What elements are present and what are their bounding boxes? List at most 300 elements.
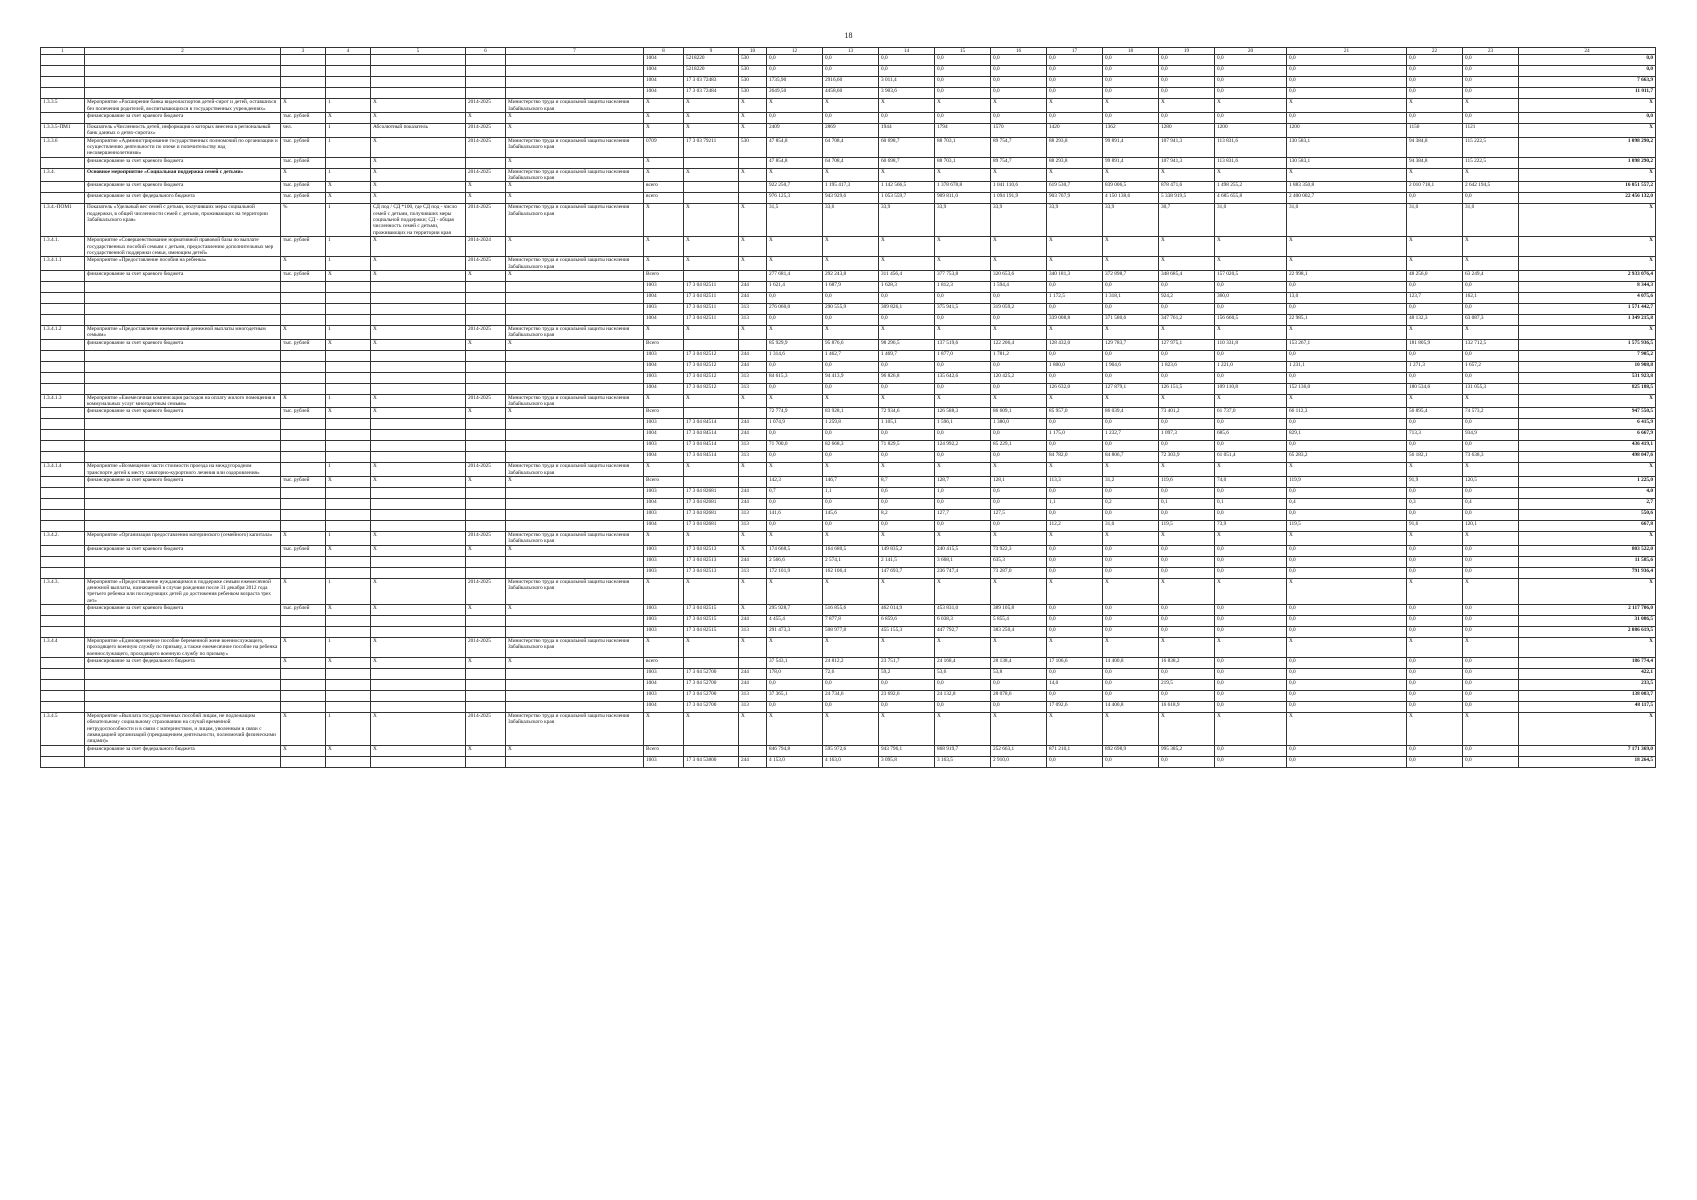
cell-col-7 bbox=[506, 556, 644, 567]
cell-col-14: 1944 bbox=[879, 124, 935, 138]
cell-col-10 bbox=[739, 182, 767, 193]
cell-col-19: Х bbox=[1159, 394, 1215, 408]
cell-col-22: 1 271,3 bbox=[1407, 361, 1463, 372]
cell-col-17: 0,0 bbox=[1047, 556, 1103, 567]
cell-col-21: 0,0 bbox=[1287, 756, 1407, 767]
cell-col-4 bbox=[326, 669, 371, 680]
cell-col-12: Х bbox=[767, 713, 823, 746]
cell-col-18: 1 232,7 bbox=[1103, 430, 1159, 441]
cell-col-12: 0,0 bbox=[767, 430, 823, 441]
cell-col-17: 0,0 bbox=[1047, 691, 1103, 702]
cell-col-2: Мероприятие «Возмещение части стоимости проезда на междугородном транспорте детей к месту санаторно-курортного лечения или оздоровления» bbox=[85, 463, 281, 477]
cell-col-24: 16 051 557,2 bbox=[1519, 182, 1656, 193]
cell-col-22: 0,0 bbox=[1407, 567, 1463, 578]
cell-col-1 bbox=[41, 88, 85, 99]
cell-col-24: Х bbox=[1519, 638, 1656, 658]
cell-col-21: 130 583,1 bbox=[1287, 137, 1407, 157]
cell-col-14: Х bbox=[879, 394, 935, 408]
cell-col-14: 0,0 bbox=[879, 452, 935, 463]
cell-col-17: 0,0 bbox=[1047, 66, 1103, 77]
cell-col-13: 1 687,9 bbox=[823, 281, 879, 292]
cell-col-5 bbox=[371, 77, 466, 88]
cell-col-24: 0,0 bbox=[1519, 113, 1656, 124]
cell-col-4 bbox=[326, 314, 371, 325]
cell-col-9: 17 3 04 82515 bbox=[684, 616, 739, 627]
cell-col-17: 14,0 bbox=[1047, 680, 1103, 691]
cell-col-23: 131 055,3 bbox=[1463, 383, 1519, 394]
cell-col-10: Х bbox=[739, 257, 767, 271]
cell-col-13: Х bbox=[823, 531, 879, 545]
cell-col-15: 909 811,0 bbox=[935, 193, 991, 204]
cell-col-4 bbox=[326, 383, 371, 394]
cell-col-16: Х bbox=[991, 257, 1047, 271]
cell-col-17: 0,0 bbox=[1047, 669, 1103, 680]
cell-col-13: 146,7 bbox=[823, 476, 879, 487]
cell-col-9: 17 3 04 82513 bbox=[684, 545, 739, 556]
cell-col-6 bbox=[466, 314, 506, 325]
cell-col-14: 3 011,4 bbox=[879, 77, 935, 88]
cell-col-22: 0,0 bbox=[1407, 627, 1463, 638]
cell-col-1 bbox=[41, 281, 85, 292]
cell-col-4 bbox=[326, 567, 371, 578]
cell-col-7 bbox=[506, 680, 644, 691]
cell-col-3: Х bbox=[281, 745, 326, 756]
cell-col-23: 0,0 bbox=[1463, 113, 1519, 124]
cell-col-7 bbox=[506, 55, 644, 66]
cell-col-17: Х bbox=[1047, 325, 1103, 339]
cell-col-22: Х bbox=[1407, 99, 1463, 113]
cell-col-20: 0,0 bbox=[1215, 627, 1287, 638]
cell-col-21: 0,0 bbox=[1287, 616, 1407, 627]
cell-col-14: 1 053 559,7 bbox=[879, 193, 935, 204]
cell-col-1 bbox=[41, 487, 85, 498]
cell-col-5 bbox=[371, 303, 466, 314]
cell-col-12: 0,0 bbox=[767, 113, 823, 124]
cell-col-4: 1 bbox=[326, 137, 371, 157]
cell-col-19: 0,0 bbox=[1159, 691, 1215, 702]
cell-col-23: Х bbox=[1463, 638, 1519, 658]
cell-col-10: Х bbox=[739, 394, 767, 408]
cell-col-23: 115 222,5 bbox=[1463, 157, 1519, 168]
cell-col-10: Х bbox=[739, 124, 767, 138]
cell-col-8: Всего bbox=[644, 408, 684, 419]
cell-col-2 bbox=[85, 616, 281, 627]
cell-col-12: 2 566,6 bbox=[767, 556, 823, 567]
cell-col-12: 0,0 bbox=[767, 498, 823, 509]
cell-col-4: 1 bbox=[326, 237, 371, 257]
cell-col-3: тыс. рублей bbox=[281, 237, 326, 257]
cell-col-2: Мероприятие «Ежемесячная компенсация расходов на оплату жилого помещения и коммунальных услуг многодетным семьям» bbox=[85, 394, 281, 408]
cell-col-24: 791 936,4 bbox=[1519, 567, 1656, 578]
cell-col-18: Х bbox=[1103, 325, 1159, 339]
cell-col-14: Х bbox=[879, 168, 935, 182]
cell-col-12: 71 700,0 bbox=[767, 441, 823, 452]
cell-col-15: Х bbox=[935, 168, 991, 182]
cell-col-4 bbox=[326, 616, 371, 627]
cell-col-8: 1003 bbox=[644, 281, 684, 292]
cell-col-3 bbox=[281, 452, 326, 463]
cell-col-6 bbox=[466, 702, 506, 713]
cell-col-12: 0,0 bbox=[767, 66, 823, 77]
cell-col-19: 73 401,2 bbox=[1159, 408, 1215, 419]
cell-col-14: 0,0 bbox=[879, 383, 935, 394]
cell-col-18: Х bbox=[1103, 394, 1159, 408]
cell-col-6: 2014-2025 bbox=[466, 531, 506, 545]
cell-col-14: 149 835,2 bbox=[879, 545, 935, 556]
cell-col-14: 309 826,1 bbox=[879, 303, 935, 314]
table-row bbox=[41, 55, 1656, 66]
cell-col-19: 0,0 bbox=[1159, 605, 1215, 616]
cell-col-16: 0,6 bbox=[991, 487, 1047, 498]
cell-col-23: 0,0 bbox=[1463, 281, 1519, 292]
cell-col-5: Х bbox=[371, 713, 466, 746]
cell-col-24: 803 522,0 bbox=[1519, 545, 1656, 556]
cell-col-8: 1003 bbox=[644, 567, 684, 578]
cell-col-18: 1 318,1 bbox=[1103, 292, 1159, 303]
cell-col-19: 219,5 bbox=[1159, 680, 1215, 691]
cell-col-5: Х bbox=[371, 745, 466, 756]
cell-col-5 bbox=[371, 616, 466, 627]
cell-col-24: 4,0 bbox=[1519, 487, 1656, 498]
cell-col-13: Х bbox=[823, 237, 879, 257]
cell-col-20: 0,0 bbox=[1215, 372, 1287, 383]
cell-col-4 bbox=[326, 77, 371, 88]
cell-col-8: 1003 bbox=[644, 545, 684, 556]
cell-col-15: 124 992,2 bbox=[935, 441, 991, 452]
cell-col-23: 73 638,3 bbox=[1463, 452, 1519, 463]
cell-col-10: 244 bbox=[739, 556, 767, 567]
cell-col-15: 88 703,1 bbox=[935, 137, 991, 157]
cell-col-12: 0,0 bbox=[767, 680, 823, 691]
cell-col-9 bbox=[684, 745, 739, 756]
cell-col-10: 313 bbox=[739, 383, 767, 394]
cell-col-8: 1004 bbox=[644, 383, 684, 394]
cell-col-1 bbox=[41, 669, 85, 680]
column-number-20: 20 bbox=[1215, 48, 1287, 55]
cell-col-23: 0,0 bbox=[1463, 669, 1519, 680]
cell-col-3 bbox=[281, 314, 326, 325]
cell-col-4 bbox=[326, 680, 371, 691]
cell-col-13: 145,6 bbox=[823, 509, 879, 520]
cell-col-14: 23 692,6 bbox=[879, 691, 935, 702]
cell-col-8: Х bbox=[644, 463, 684, 477]
cell-col-17: 88 293,8 bbox=[1047, 137, 1103, 157]
cell-col-14: 0,0 bbox=[879, 498, 935, 509]
cell-col-6: 2014-2025 bbox=[466, 257, 506, 271]
cell-col-5: Х bbox=[371, 270, 466, 281]
cell-col-19: 1 823,6 bbox=[1159, 361, 1215, 372]
cell-col-6 bbox=[466, 627, 506, 638]
cell-col-6: 2014-2025 bbox=[466, 325, 506, 339]
cell-col-5: Х bbox=[371, 408, 466, 419]
cell-col-3 bbox=[281, 691, 326, 702]
cell-col-19: 924,2 bbox=[1159, 292, 1215, 303]
cell-col-20: 0,0 bbox=[1215, 545, 1287, 556]
cell-col-10 bbox=[739, 658, 767, 669]
cell-col-1 bbox=[41, 372, 85, 383]
cell-col-23: 1121 bbox=[1463, 124, 1519, 138]
cell-col-9 bbox=[684, 658, 739, 669]
cell-col-10: 244 bbox=[739, 498, 767, 509]
cell-col-17: 1,1 bbox=[1047, 498, 1103, 509]
cell-col-1 bbox=[41, 567, 85, 578]
cell-col-10: 313 bbox=[739, 627, 767, 638]
cell-col-12: 47 854,8 bbox=[767, 137, 823, 157]
cell-col-4: Х bbox=[326, 182, 371, 193]
cell-col-16: Х bbox=[991, 168, 1047, 182]
cell-col-14: Х bbox=[879, 713, 935, 746]
cell-col-13: 162 106,4 bbox=[823, 567, 879, 578]
cell-col-2 bbox=[85, 567, 281, 578]
cell-col-7: Министерство труда и социальной защиты населения Забайкальского края bbox=[506, 204, 644, 237]
cell-col-12: 276 060,0 bbox=[767, 303, 823, 314]
cell-col-10 bbox=[739, 193, 767, 204]
cell-col-5 bbox=[371, 452, 466, 463]
cell-col-4 bbox=[326, 419, 371, 430]
cell-col-8: 1003 bbox=[644, 487, 684, 498]
cell-col-8: Х bbox=[644, 638, 684, 658]
cell-col-3 bbox=[281, 292, 326, 303]
cell-col-9: Х bbox=[684, 463, 739, 477]
cell-col-20: Х bbox=[1215, 325, 1287, 339]
cell-col-18: 0,0 bbox=[1103, 77, 1159, 88]
table-row bbox=[41, 168, 1656, 182]
cell-col-23: 0,0 bbox=[1463, 756, 1519, 767]
cell-col-21: Х bbox=[1287, 99, 1407, 113]
cell-col-15: 128,7 bbox=[935, 476, 991, 487]
cell-col-18: 0,0 bbox=[1103, 567, 1159, 578]
cell-col-9: 5218220 bbox=[684, 66, 739, 77]
cell-col-15: Х bbox=[935, 531, 991, 545]
cell-col-1 bbox=[41, 408, 85, 419]
cell-col-12: 0,0 bbox=[767, 452, 823, 463]
cell-col-17: Х bbox=[1047, 463, 1103, 477]
cell-col-15: 24 132,8 bbox=[935, 691, 991, 702]
cell-col-1 bbox=[41, 616, 85, 627]
cell-col-5: Х bbox=[371, 325, 466, 339]
cell-col-2: Показатель «Численность детей, информация о которых внесена в региональный банк данных о детях-сиротах» bbox=[85, 124, 281, 138]
cell-col-18: 372 898,7 bbox=[1103, 270, 1159, 281]
cell-col-4 bbox=[326, 452, 371, 463]
cell-col-18: 0,0 bbox=[1103, 509, 1159, 520]
cell-col-20: 61 737,0 bbox=[1215, 408, 1287, 419]
cell-col-24: 6 415,9 bbox=[1519, 419, 1656, 430]
cell-col-23: 0,0 bbox=[1463, 303, 1519, 314]
cell-col-1 bbox=[41, 452, 85, 463]
cell-col-23: 0,0 bbox=[1463, 616, 1519, 627]
page-number: 18 bbox=[844, 31, 853, 40]
cell-col-4 bbox=[326, 520, 371, 531]
table-row bbox=[41, 463, 1656, 477]
cell-col-20: 1200 bbox=[1215, 124, 1287, 138]
cell-col-12: 922 250,7 bbox=[767, 182, 823, 193]
cell-col-8: 1003 bbox=[644, 350, 684, 361]
cell-col-13: Х bbox=[823, 463, 879, 477]
cell-col-1: 1.3.4.1.1 bbox=[41, 257, 85, 271]
cell-col-15: 447 792,7 bbox=[935, 627, 991, 638]
cell-col-5: Х bbox=[371, 157, 466, 168]
cell-col-17: Х bbox=[1047, 237, 1103, 257]
cell-col-3 bbox=[281, 498, 326, 509]
cell-col-20: 0,0 bbox=[1215, 55, 1287, 66]
cell-col-16: 635,3 bbox=[991, 556, 1047, 567]
cell-col-10: 313 bbox=[739, 303, 767, 314]
cell-col-10: 530 bbox=[739, 88, 767, 99]
cell-col-6 bbox=[466, 498, 506, 509]
cell-col-1 bbox=[41, 545, 85, 556]
cell-col-12: 4 455,4 bbox=[767, 616, 823, 627]
cell-col-8: 1003 bbox=[644, 509, 684, 520]
cell-col-19: 5 338 919,5 bbox=[1159, 193, 1215, 204]
cell-col-23: 0,0 bbox=[1463, 509, 1519, 520]
cell-col-18: Х bbox=[1103, 713, 1159, 746]
table-row bbox=[41, 361, 1656, 372]
cell-col-7 bbox=[506, 452, 644, 463]
cell-col-9 bbox=[684, 270, 739, 281]
cell-col-8: всего bbox=[644, 193, 684, 204]
cell-col-12: 0,0 bbox=[767, 520, 823, 531]
cell-col-5: Х bbox=[371, 476, 466, 487]
cell-col-23: 162,1 bbox=[1463, 292, 1519, 303]
cell-col-16: 389 105,8 bbox=[991, 605, 1047, 616]
cell-col-18: 839 006,5 bbox=[1103, 182, 1159, 193]
cell-col-23: Х bbox=[1463, 531, 1519, 545]
cell-col-1: 1.3.4.1.3 bbox=[41, 394, 85, 408]
cell-col-8: 1004 bbox=[644, 430, 684, 441]
cell-col-18: 14 400,8 bbox=[1103, 658, 1159, 669]
cell-col-6 bbox=[466, 520, 506, 531]
table-row bbox=[41, 204, 1656, 237]
cell-col-1 bbox=[41, 77, 85, 88]
cell-col-15: 0,0 bbox=[935, 361, 991, 372]
cell-col-2 bbox=[85, 66, 281, 77]
cell-col-14: 1 469,7 bbox=[879, 350, 935, 361]
cell-col-19: 0,0 bbox=[1159, 567, 1215, 578]
cell-col-15: 6 038,3 bbox=[935, 616, 991, 627]
cell-col-16: 0,0 bbox=[991, 292, 1047, 303]
cell-col-24: Х bbox=[1519, 531, 1656, 545]
cell-col-22: 0,0 bbox=[1407, 616, 1463, 627]
cell-col-15: 453 831,0 bbox=[935, 605, 991, 616]
cell-col-20: 0,0 bbox=[1215, 702, 1287, 713]
cell-col-13: 1 195 417,3 bbox=[823, 182, 879, 193]
cell-col-6: Х bbox=[466, 658, 506, 669]
cell-col-6: Х bbox=[466, 339, 506, 350]
cell-col-19: Х bbox=[1159, 578, 1215, 604]
cell-col-14: 943 796,1 bbox=[879, 745, 935, 756]
cell-col-18: 31,0 bbox=[1103, 520, 1159, 531]
cell-col-14: 0,0 bbox=[879, 680, 935, 691]
cell-col-5: Х bbox=[371, 463, 466, 477]
cell-col-23: 0,0 bbox=[1463, 66, 1519, 77]
cell-col-6 bbox=[466, 419, 506, 430]
cell-col-15: 33,9 bbox=[935, 204, 991, 237]
cell-col-2: финансирование за счет краевого бюджета bbox=[85, 157, 281, 168]
column-number-21: 21 bbox=[1287, 48, 1407, 55]
cell-col-7: Х bbox=[506, 605, 644, 616]
cell-col-6 bbox=[466, 616, 506, 627]
cell-col-6 bbox=[466, 350, 506, 361]
cell-col-24: Х bbox=[1519, 204, 1656, 237]
cell-col-22: 0,0 bbox=[1407, 77, 1463, 88]
cell-col-8: 0709 bbox=[644, 137, 684, 157]
column-number-14: 14 bbox=[879, 48, 935, 55]
cell-col-21: 0,0 bbox=[1287, 669, 1407, 680]
cell-col-17: 903 767,9 bbox=[1047, 193, 1103, 204]
cell-col-16: 89 754,7 bbox=[991, 137, 1047, 157]
cell-col-1 bbox=[41, 182, 85, 193]
cell-col-5 bbox=[371, 372, 466, 383]
cell-col-12: 2649,50 bbox=[767, 88, 823, 99]
cell-col-24: 31 086,5 bbox=[1519, 616, 1656, 627]
cell-col-19: 107 941,3 bbox=[1159, 157, 1215, 168]
cell-col-2: Мероприятие «Предоставление ежемесячной денежной выплаты многодетным семьям» bbox=[85, 325, 281, 339]
cell-col-4 bbox=[326, 361, 371, 372]
cell-col-20: Х bbox=[1215, 531, 1287, 545]
cell-col-14: 0,6 bbox=[879, 487, 935, 498]
cell-col-20: 685,6 bbox=[1215, 430, 1287, 441]
cell-col-10 bbox=[739, 476, 767, 487]
cell-col-6 bbox=[466, 680, 506, 691]
cell-col-3: Х bbox=[281, 638, 326, 658]
cell-col-15: Х bbox=[935, 257, 991, 271]
cell-col-21: Х bbox=[1287, 638, 1407, 658]
cell-col-22: Х bbox=[1407, 237, 1463, 257]
cell-col-14: 96 826,8 bbox=[879, 372, 935, 383]
cell-col-7: Х bbox=[506, 408, 644, 419]
cell-col-20: 0,0 bbox=[1215, 669, 1287, 680]
cell-col-23: Х bbox=[1463, 463, 1519, 477]
cell-col-22: 0,0 bbox=[1407, 605, 1463, 616]
cell-col-16: Х bbox=[991, 578, 1047, 604]
cell-col-18: 129 783,7 bbox=[1103, 339, 1159, 350]
cell-col-10: 244 bbox=[739, 680, 767, 691]
cell-col-4: 1 bbox=[326, 463, 371, 477]
cell-col-5: Х bbox=[371, 193, 466, 204]
table-row bbox=[41, 702, 1656, 713]
cell-col-8: 1003 bbox=[644, 605, 684, 616]
table-row bbox=[41, 372, 1656, 383]
cell-col-4 bbox=[326, 88, 371, 99]
cell-col-3 bbox=[281, 77, 326, 88]
cell-col-12: 0,0 bbox=[767, 702, 823, 713]
cell-col-9: 17 3 04 52700 bbox=[684, 669, 739, 680]
column-number-17: 17 bbox=[1047, 48, 1103, 55]
cell-col-20: 0,0 bbox=[1215, 88, 1287, 99]
cell-col-22: Х bbox=[1407, 168, 1463, 182]
cell-col-19: 16 618,9 bbox=[1159, 702, 1215, 713]
cell-col-6: 2014-2024 bbox=[466, 237, 506, 257]
cell-col-20: 156 660,5 bbox=[1215, 314, 1287, 325]
cell-col-10: 244 bbox=[739, 756, 767, 767]
table-row bbox=[41, 66, 1656, 77]
cell-col-21: Х bbox=[1287, 237, 1407, 257]
cell-col-9: 17 3 04 53800 bbox=[684, 756, 739, 767]
cell-col-21: 0,0 bbox=[1287, 509, 1407, 520]
cell-col-20: 61 051,4 bbox=[1215, 452, 1287, 463]
cell-col-17: 84 782,0 bbox=[1047, 452, 1103, 463]
cell-col-16: 1 781,2 bbox=[991, 350, 1047, 361]
cell-col-15: Х bbox=[935, 394, 991, 408]
cell-col-12: Х bbox=[767, 463, 823, 477]
cell-col-6: Х bbox=[466, 605, 506, 616]
cell-col-20: 360,0 bbox=[1215, 292, 1287, 303]
cell-col-14: Х bbox=[879, 257, 935, 271]
cell-col-14: 147 693,7 bbox=[879, 567, 935, 578]
cell-col-24: 18 264,5 bbox=[1519, 756, 1656, 767]
cell-col-12: 1 621,4 bbox=[767, 281, 823, 292]
cell-col-16: 1 094 191,9 bbox=[991, 193, 1047, 204]
